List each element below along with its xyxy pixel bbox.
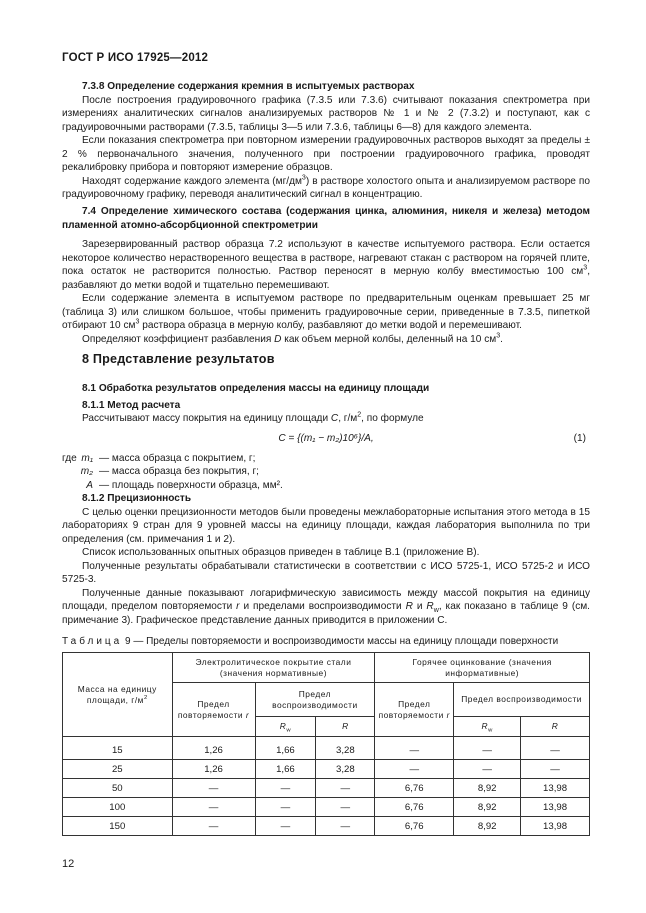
cell: — [255,779,316,798]
group-header-electrolytic: Электролитическое покрытие стали (значения нормативные) [172,653,375,683]
cell: 8,92 [454,798,521,817]
table-row [63,817,590,836]
cell: 8,92 [454,779,521,798]
paragraph: Рассчитывают массу покрытия на единицу площади C, $г/м^2$, по формуле [82,411,424,424]
group-header-hot-dip: Горячее оцинкование (значения информативные) [375,653,590,683]
column-header-rw: $R_w$ [255,717,316,737]
cell: — [454,737,521,760]
section-title: 7.4 Определение химического состава (содержания цинка, алюминия, никеля и железа) методом пламенной атомно-абсорбционной спектрометрии [62,206,590,231]
cell: 8,92 [454,817,521,836]
paragraph: Полученные данные показывают логарифмическую зависимость между массой покрытия на единицу площади, пределом повторяемости r и пределами воспроизводимости R и $R_w$, как показано в таблице 9 (см. примечание 3). Графическое представление данных приводится в приложении С. [62,587,590,626]
cell: — [255,798,316,817]
cell: — [172,798,255,817]
section-title: 7.3.8 Определение содержания кремния в испытуемых растворах [82,81,415,92]
formula-expression: C = {(m₁ − m₂)10⁶}/A, [278,432,374,444]
cell: 1,26 [172,760,255,779]
cell: 3,28 [316,760,375,779]
formula-1 [62,432,590,446]
cell: — [172,779,255,798]
cell: 1,66 [255,760,316,779]
column-header-rw: $R_w$ [454,717,521,737]
cell: — [454,760,521,779]
paragraph: Определяют коэффициент разбавления D как объем мерной колбы, деленный на 10 $см^3$. [82,332,503,345]
table-row [63,760,590,779]
table-caption: Таблица 9 — Пределы повторяемости и воспроизводимости массы на единицу площади поверхности [62,636,559,647]
cell-mass: 15 [63,737,173,760]
formula-legend [62,452,590,493]
table-row [63,779,590,798]
cell-mass: 100 [63,798,173,817]
column-header-reproducibility: Предел воспроизводимости [255,683,375,717]
cell: 13,98 [521,798,590,817]
paragraph: С целью оценки прецизионности методов были проведены межлабораторные испытания этого метода в 15 лабораториях 9 стран для 9 уровней массы на единицу площади, каждая лаборатория выполнила по три определения (см. примечания 1 и 2). [62,506,590,545]
table-9 [62,652,590,836]
paragraph: Список использованных опытных образцов приведен в таблице В.1 (приложение В). [82,547,480,558]
paragraph: Если содержание элемента в испытуемом растворе по предварительным оценкам превышает 25 мг (таблица 3) или слишком большое, чтобы применить градуировочные серии, приведенные в 7.3.5, пипеткой отбирают 10 $см^3$ раствора образца в мерную колбу, разбавляют до метки водой и перемешивают. [62,293,590,331]
section-title: 8.1 Обработка результатов определения массы на единицу площади [82,383,430,394]
column-header-r: R [521,717,590,737]
cell: — [316,798,375,817]
cell-mass: 25 [63,760,173,779]
table-row [63,737,590,760]
cell-mass: 150 [63,817,173,836]
cell-mass: 50 [63,779,173,798]
cell: 13,98 [521,817,590,836]
cell: — [316,817,375,836]
cell: 6,76 [375,817,454,836]
legend-row: где m₁ — масса образца с покрытием, г; [62,452,256,464]
cell: 1,26 [172,737,255,760]
section-8-title: 8 Представление результатов [82,352,275,366]
paragraph: Полученные результаты обрабатывали статистически в соответствии с ИСО 5725-1, ИСО 5725-2 и ИСО 5725-3. [62,560,590,585]
column-header-repeatability: Предел повторяемости r [375,683,454,737]
cell: 6,76 [375,798,454,817]
paragraph: Если показания спектрометра при повторном измерении градуировочных растворов выходят за пределы ± 2 % первоначального значения, полученного при построении градуировочного графика, проводят рекалибровку прибора и повторяют измерение образцов. [62,135,590,173]
cell: — [172,817,255,836]
legend-row: m₂ — масса образца без покрытия, г; [80,466,259,477]
column-header-mass: Масса на единицу площади, $г/м^2$ [63,653,173,737]
legend-row: A — площадь поверхности образца, мм². [86,479,283,491]
column-header-r: R [316,717,375,737]
cell: 6,76 [375,779,454,798]
cell: 3,28 [316,737,375,760]
section-7-3-8 [62,80,590,202]
column-header-reproducibility: Предел воспроизводимости [454,683,590,717]
cell: — [521,760,590,779]
cell: — [521,737,590,760]
formula-number: (1) [573,432,586,444]
cell: — [316,779,375,798]
document-code: ГОСТ Р ИСО 17925—2012 [62,52,209,64]
cell: — [255,817,316,836]
cell: 1,66 [255,737,316,760]
column-header-repeatability: Предел повторяемости r [172,683,255,737]
cell: 13,98 [521,779,590,798]
paragraph: После построения градуировочного графика (7.3.5 или 7.3.6) считывают показания спектрометра при измерениях аналитических сигналов анализируемых растворов № 1 и № 2 (7.3.2) и поступают, как с градуировочными растворами (7.3.5, таблицы 3—5 или 7.3.6, таблицы 6—8) для каждого элемента. [62,94,590,133]
section-8-1 [62,382,590,627]
page-number: 12 [62,858,75,870]
section-7-4 [62,205,590,346]
cell: — [375,760,454,779]
subsection-title: 8.1.1 Метод расчета [82,399,181,411]
subsection-title: 8.1.2 Прецизионность [82,493,192,504]
paragraph: Находят содержание каждого элемента $(мг/дм^3)$ в растворе холостого опыта и анализируемом растворе по градуировочному графику, переводя аналитический сигнал в концентрацию. [62,174,590,200]
cell: — [375,737,454,760]
paragraph: Зарезервированный раствор образца 7.2 используют в качестве испытуемого раствора. Если остается некоторое количество нерастворенного вещества в растворе, нагревают стакан с раствором на горячей плите, пока остаток не растворится полностью. Раствор переносят в мерную колбу вместимостью 100 $см^3$, разбавляют до метки водой и тщательно перемешивают. [62,239,590,291]
table-row [63,798,590,817]
